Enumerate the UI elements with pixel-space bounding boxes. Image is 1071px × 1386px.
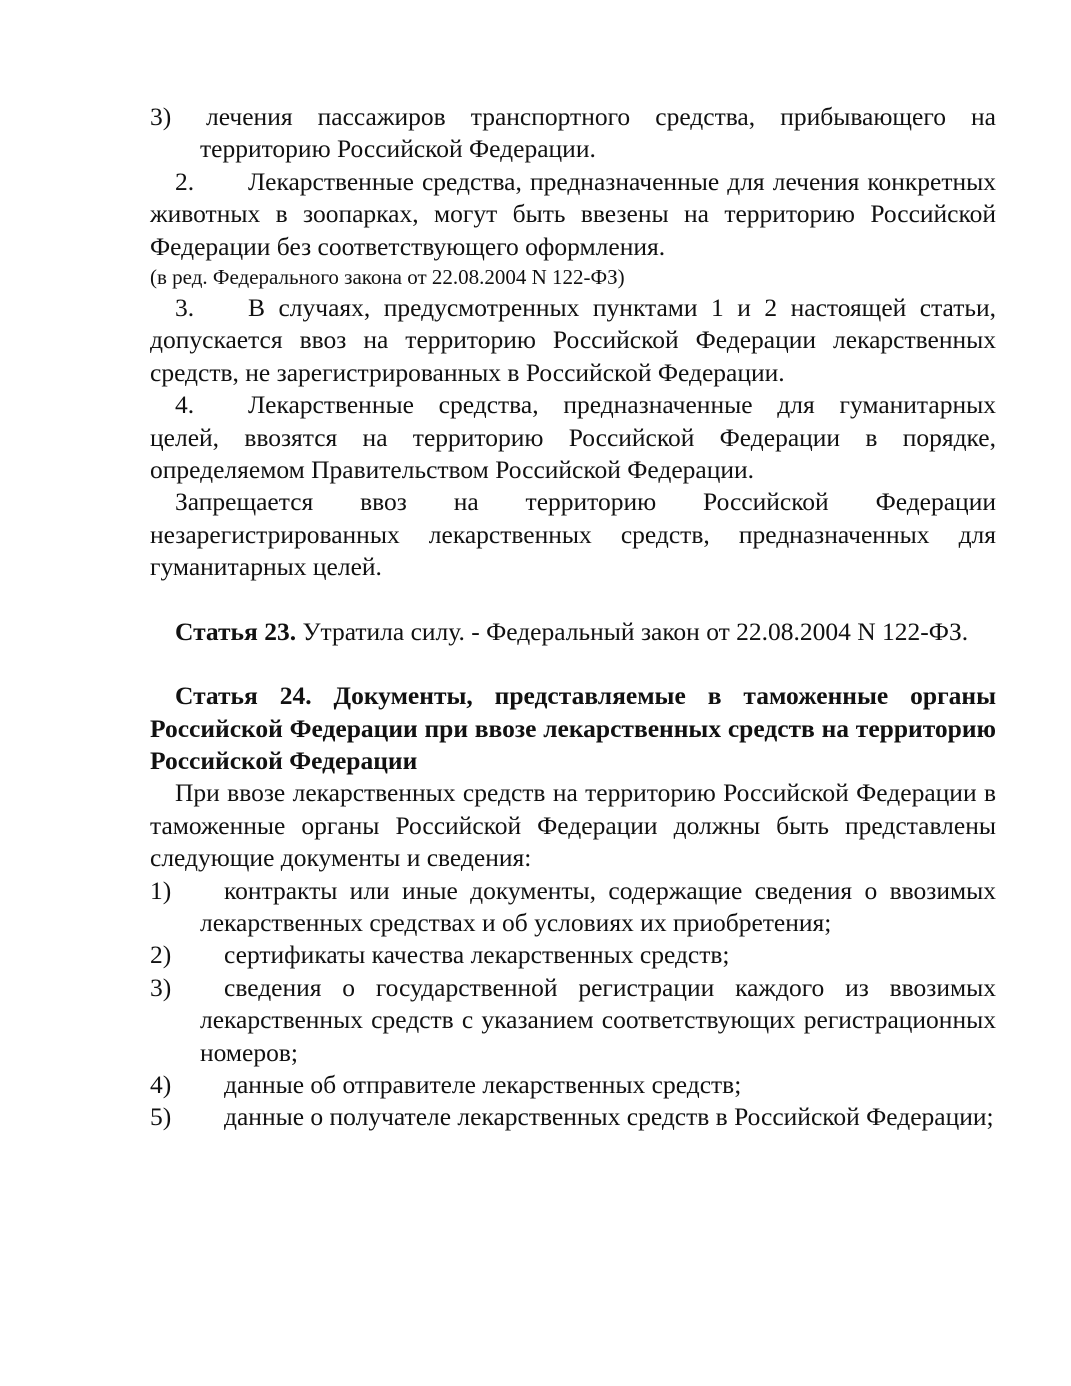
paragraph-text: Лекарственные средства, предназначенные для лечения конкретных животных в зоопарках, могут быть ввезены на территорию Российской Федерации без соответствующего оформления. bbox=[150, 166, 996, 261]
list-item-text: сертификаты качества лекарственных средств; bbox=[224, 940, 730, 970]
article-24-intro: При ввозе лекарственных средств на территорию Российской Федерации в таможенные органы Российской Федерации должны быть представлены следующие документы и сведения: bbox=[150, 778, 996, 873]
list-item-number: 1) bbox=[150, 875, 172, 905]
paragraph-2 bbox=[150, 166, 996, 263]
list-item-number: 3) bbox=[150, 102, 172, 131]
list-item-text: данные об отправителе лекарственных средств; bbox=[224, 1069, 742, 1099]
document-page bbox=[150, 101, 996, 1134]
paragraph-text: В случаях, предусмотренных пунктами 1 и 2 настоящей статьи, допускается ввоз на территорию Российской Федерации лекарственных средств, не зарегистрированных в Российской Федерации. bbox=[150, 293, 996, 387]
list-item-text: данные о получателе лекарственных средств в Российской Федерации; bbox=[224, 1102, 994, 1132]
article-23 bbox=[150, 616, 996, 648]
paragraph-prohibition: Запрещается ввоз на территорию Российской Федерации незарегистрированных лекарственных средств, предназначенных для гуманитарных целей. bbox=[150, 487, 996, 582]
list-item-1 bbox=[150, 875, 996, 940]
list-item-5 bbox=[150, 1101, 996, 1133]
paragraph-number: 2. bbox=[175, 166, 195, 196]
paragraph-text: Лекарственные средства, предназначенные для гуманитарных целей, ввозятся на территорию Российской Федерации в порядке, определяемом Правительством Российской Федерации. bbox=[150, 390, 996, 485]
list-item-3-passengers bbox=[150, 101, 996, 166]
list-item-text: контракты или иные документы, содержащие сведения о ввозимых лекарственных средствах и об условиях их приобретения; bbox=[200, 875, 996, 937]
article-24-title bbox=[150, 680, 996, 777]
list-item-4 bbox=[150, 1069, 996, 1101]
article-23-text: Утратила силу. - Федеральный закон от 22.08.2004 N 122-ФЗ. bbox=[302, 616, 969, 646]
amendment-note: (в ред. Федерального закона от 22.08.2004 N 122-ФЗ) bbox=[150, 265, 625, 290]
list-item-number: 4) bbox=[150, 1069, 172, 1099]
paragraph-3 bbox=[150, 292, 996, 389]
list-item-2 bbox=[150, 939, 996, 971]
list-item-number: 5) bbox=[150, 1102, 172, 1132]
article-24-heading: Статья 24. Документы, представляемые в таможенные органы Российской Федерации при ввозе лекарственных средств на территорию Российской Федерации bbox=[150, 681, 996, 775]
paragraph-number: 3. bbox=[175, 293, 195, 323]
list-item-number: 3) bbox=[150, 972, 172, 1002]
paragraph-number: 4. bbox=[175, 390, 195, 420]
list-item-3 bbox=[150, 972, 996, 1069]
list-item-text: лечения пассажиров транспортного средства, прибывающего на территорию Российской Федерации. bbox=[200, 102, 996, 164]
list-item-number: 2) bbox=[150, 940, 172, 970]
list-item-text: сведения о государственной регистрации каждого из ввозимых лекарственных средств с указанием соответствующих регистрационных номеров; bbox=[200, 972, 996, 1067]
paragraph-4 bbox=[150, 389, 996, 486]
article-23-title: Статья 23. bbox=[175, 616, 297, 646]
